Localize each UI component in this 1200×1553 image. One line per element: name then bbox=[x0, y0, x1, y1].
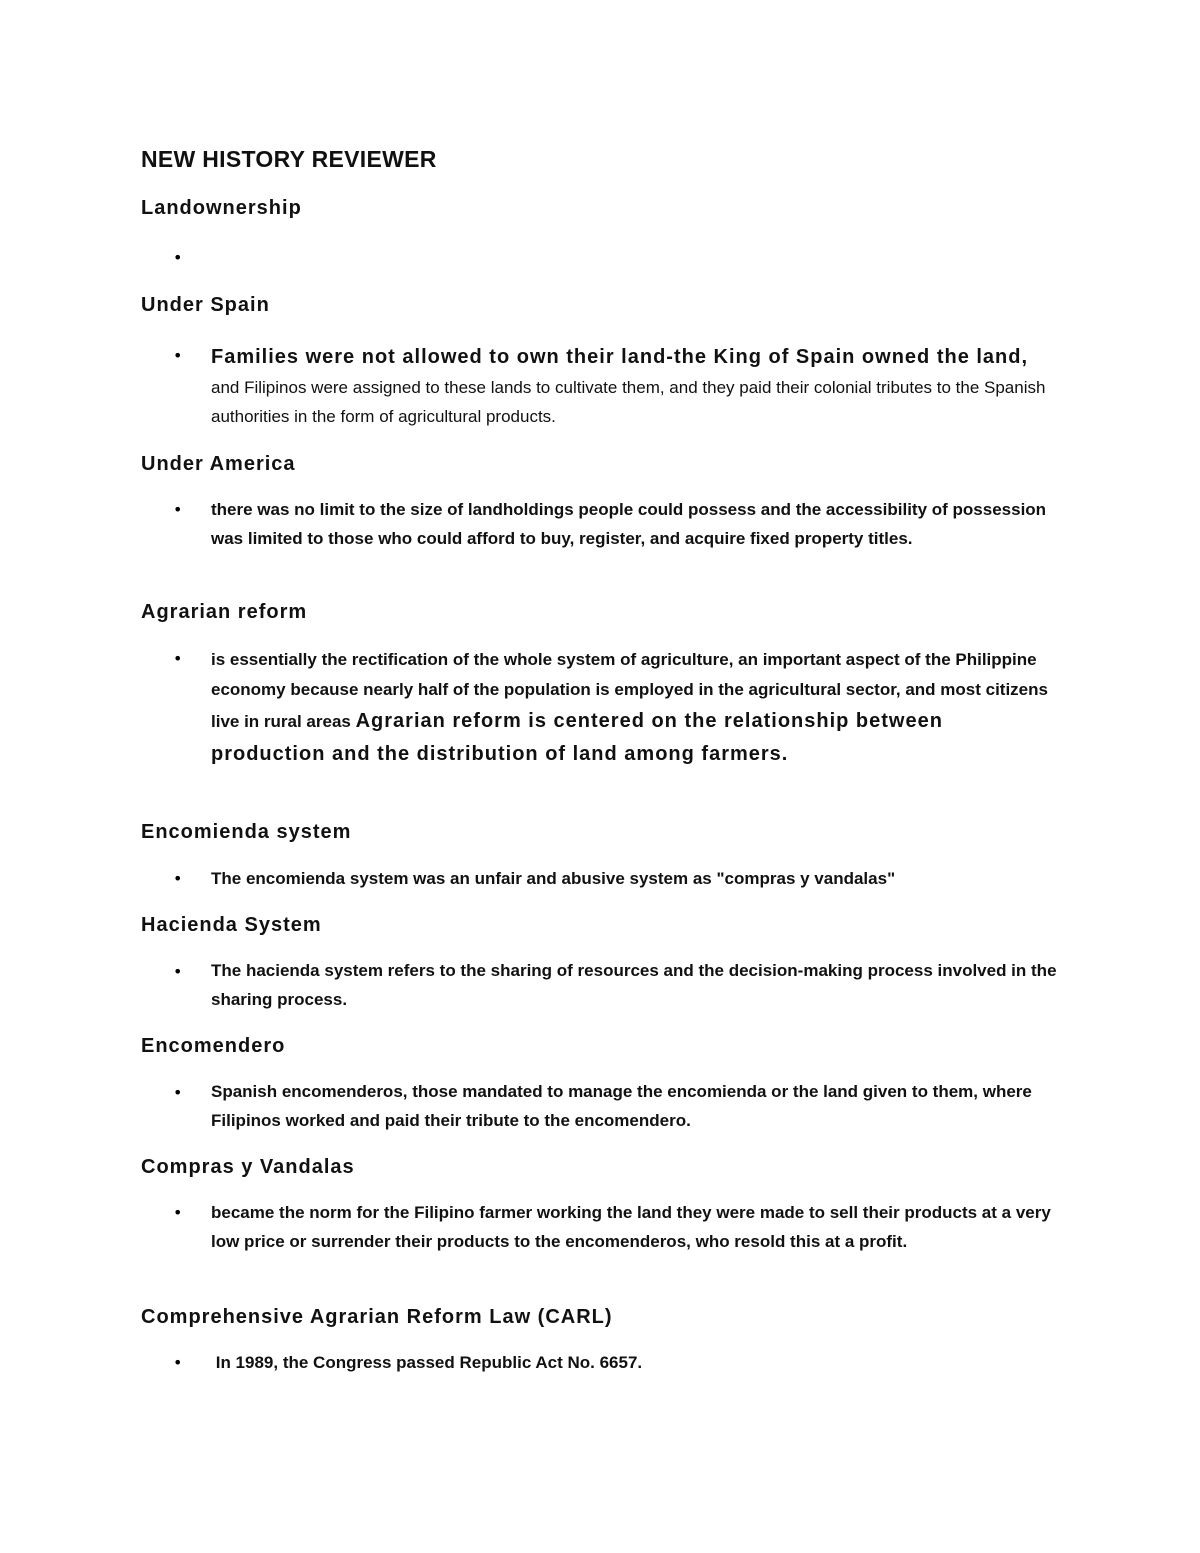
section-heading-encomendero: Encomendero bbox=[141, 1035, 286, 1057]
list-item-text: is essentially the rectification of the whole system of agriculture, an important aspect of the Philippine economy because nearly half of the population is employed in the agricultural sector, and most citizens live in rural areas bbox=[211, 650, 1048, 731]
list-item-emphasis: Families were not allowed to own their land-the King of Spain owned the land, bbox=[211, 346, 1029, 368]
section-heading-under-america: Under America bbox=[141, 453, 296, 475]
list-item-agrarian-reform bbox=[211, 645, 1061, 771]
bullet-icon: • bbox=[173, 869, 183, 888]
bullet-icon: • bbox=[173, 1083, 183, 1102]
list-item-encomienda-system: The encomienda system was an unfair and abusive system as "compras y vandalas" bbox=[211, 869, 896, 888]
list-item-compras-y-vandalas: became the norm for the Filipino farmer working the land they were made to sell their products at a very low price or surrender their products to the encomenderos, who resold this at a profit. bbox=[211, 1203, 1051, 1251]
list-item-text: and Filipinos were assigned to these lands to cultivate them, and they paid their colonial tributes to the Spanish authorities in the form of agricultural products. bbox=[211, 378, 1046, 426]
section-heading-encomienda-system: Encomienda system bbox=[141, 821, 352, 843]
bullet-icon: • bbox=[173, 649, 183, 668]
list-item-under-spain bbox=[211, 341, 1061, 431]
section-heading-carl: Comprehensive Agrarian Reform Law (CARL) bbox=[141, 1306, 613, 1328]
section-heading-agrarian-reform: Agrarian reform bbox=[141, 601, 308, 623]
bullet-icon: • bbox=[173, 346, 183, 365]
document-title: NEW HISTORY REVIEWER bbox=[141, 146, 437, 172]
list-item-encomendero: Spanish encomenderos, those mandated to manage the encomienda or the land given to them, where Filipinos worked and paid their tribute to the encomendero. bbox=[211, 1082, 1032, 1130]
section-heading-hacienda-system: Hacienda System bbox=[141, 914, 322, 936]
list-item-hacienda-system: The hacienda system refers to the sharing of resources and the decision-making process involved in the sharing process. bbox=[211, 961, 1057, 1009]
bullet-icon: • bbox=[173, 962, 183, 981]
bullet-icon: • bbox=[173, 500, 183, 519]
list-item-emphasis: Agrarian reform is centered on the relationship between production and the distribution of land among farmers. bbox=[211, 710, 943, 765]
section-heading-landownership: Landownership bbox=[141, 197, 302, 219]
list-item-carl: In 1989, the Congress passed Republic Act No. 6657. bbox=[211, 1353, 643, 1372]
bullet-icon: • bbox=[173, 1203, 183, 1222]
bullet-icon: • bbox=[173, 1353, 183, 1372]
list-item-under-america: there was no limit to the size of landholdings people could possess and the accessibility of possession was limited to those who could afford to buy, register, and acquire fixed property titles. bbox=[211, 500, 1047, 548]
section-heading-under-spain: Under Spain bbox=[141, 294, 270, 316]
section-heading-compras-y-vandalas: Compras y Vandalas bbox=[141, 1156, 355, 1178]
bullet-icon: • bbox=[173, 248, 183, 267]
